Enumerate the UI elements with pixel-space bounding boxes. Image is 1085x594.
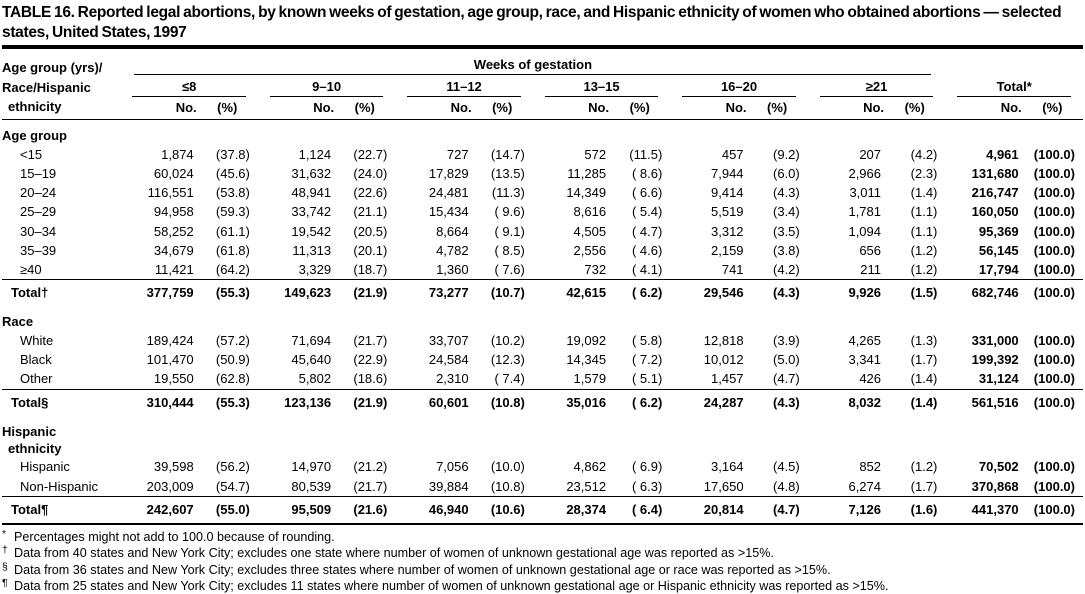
cell-percent: ( 4.1) [631,261,663,277]
header-row-span [2,54,1083,75]
row-label: Other [20,371,53,387]
footnote-text: Data from 36 states and New York City; excludes three states where number of women of unknown gestational age or race was reported as >15%. [14,562,831,577]
cell-percent: (54.7) [215,478,250,494]
table-row [2,457,1083,476]
cell-percent: (50.9) [215,352,250,368]
table-row [2,477,1083,497]
cell-count: 33,707 [428,333,469,349]
cell-percent: ( 6.9) [631,459,663,475]
section-header-row [2,306,1083,331]
row-label: ≥40 [20,261,42,277]
cell-percent: (5.0) [773,352,800,368]
cell-percent: (59.3) [215,204,250,220]
cell-count: 1,579 [573,371,607,387]
cell-percent: (4.7) [747,496,808,524]
cell-count: 426 [859,371,882,387]
cell-percent: (20.1) [353,242,388,258]
cell-percent: (6.0) [773,166,800,182]
row-label: Hispanic [20,459,70,475]
cell-count: 70,502 [978,459,1019,475]
cell-count: 1,874 [161,146,194,162]
cell-count: 60,601 [395,389,471,416]
cell-count: 3,164 [711,459,744,475]
footnote-rounding [2,529,1083,545]
cell-percent: (55.0) [197,496,258,524]
cell-percent: (21.6) [334,496,395,524]
cell-count: 24,287 [670,389,746,416]
cell-count: 94,958 [153,204,194,220]
cell-percent: (100.0) [1033,478,1075,494]
cell-percent: ( 5.1) [631,371,663,387]
cell-percent: (1.4) [884,389,945,416]
pct-column-header: (%) [884,97,945,120]
cell-count: 14,349 [566,185,607,201]
cell-percent: ( 7.4) [494,371,525,387]
cell-percent: (1.6) [884,496,945,524]
cell-percent: (4.7) [773,371,800,387]
cell-count: 46,940 [395,496,471,524]
cell-percent: ( 7.2) [631,352,663,368]
no-column-header: No. [670,97,746,120]
table-row [2,202,1083,221]
cell-percent: (1.2) [910,261,938,277]
cell-percent: (3.9) [773,333,800,349]
group-header-11-12: 11–12 [395,75,532,97]
cell-percent: (100.0) [1033,146,1075,162]
cell-percent: (1.1) [910,223,938,239]
cell-percent: (24.0) [353,166,388,182]
cell-count: 12,818 [703,333,744,349]
cell-count: 116,551 [147,185,194,201]
header-row-groups [2,75,1083,97]
cell-count: 31,124 [978,371,1019,387]
cell-count: 656 [859,242,882,258]
table-title: TABLE 16. Reported legal abortions, by known weeks of gestation, age group, race, and Hispanic ethnicity of women who obtained abortions — selected states, United States, 1997 [2,4,1062,41]
cell-percent: (100.0) [1033,261,1075,277]
cell-percent: ( 6.3) [631,478,663,494]
cell-count: 561,516 [945,389,1021,416]
cell-percent: (1.3) [910,333,938,349]
cell-count: 203,009 [146,478,194,494]
cell-percent: (1.2) [910,242,938,258]
table-row [2,260,1083,280]
cell-percent: ( 8.5) [494,242,525,258]
cell-count: 441,370 [945,496,1021,524]
cell-percent: (3.5) [773,223,800,239]
group-header-total: Total* [945,75,1083,97]
cell-count: 11,313 [292,242,332,258]
section-title [2,120,1083,145]
cell-count: 7,056 [436,459,469,475]
footnote-symbol: * [2,527,7,540]
no-column-header: No. [120,97,196,120]
section-header-row [2,120,1083,145]
cell-count: 216,747 [971,185,1019,201]
pct-column-header: (%) [609,97,670,120]
cell-percent: (4.3) [747,280,808,307]
cell-count: 3,341 [848,352,882,368]
footnote-hispanic-total [2,578,1083,594]
weeks-of-gestation-header [120,54,945,75]
cell-count: 1,360 [436,261,469,277]
no-column-header: No. [258,97,334,120]
cell-count: 2,966 [848,166,882,182]
cell-count: 3,329 [298,261,332,277]
footnote-age-total [2,545,1083,561]
cell-percent: (21.1) [353,204,388,220]
cell-percent: (21.7) [353,333,388,349]
cell-count: 732 [584,261,607,277]
cell-count: 56,145 [978,242,1019,258]
header-row-subcolumns [2,97,1083,120]
cell-count: 207 [859,146,882,162]
cell-count: 123,136 [258,389,334,416]
cell-percent: (22.7) [353,146,388,162]
cell-count: 11,285 [567,166,607,182]
cell-count: 4,961 [986,146,1019,162]
cell-percent: (18.7) [353,261,388,277]
cell-count: 31,632 [291,166,332,182]
total-row [2,280,1083,307]
cell-count: 15,434 [428,204,469,220]
cell-count: 45,640 [291,352,332,368]
cell-count: 29,546 [670,280,746,307]
table-row [2,331,1083,350]
cell-count: 80,539 [291,478,332,494]
cell-count: 8,664 [436,223,469,239]
cell-count: 58,252 [153,223,194,239]
cell-percent: (1.1) [910,204,938,220]
cell-percent: (4.3) [773,185,800,201]
cell-percent: (45.6) [215,166,250,182]
cell-percent: (57.2) [215,333,250,349]
cell-percent: (4.2) [773,261,800,277]
cell-count: 39,598 [153,459,194,475]
row-label: 20–24 [20,185,57,201]
table-row [2,369,1083,389]
cell-count: 23,512 [566,478,607,494]
cell-count: 42,615 [533,280,609,307]
cell-count: 14,345 [566,352,607,368]
pct-column-header: (%) [334,97,395,120]
cell-percent: ( 6.2) [609,280,670,307]
cell-count: 8,616 [573,204,607,220]
cell-count: 9,414 [711,185,744,201]
row-label: White [20,333,54,349]
cell-percent: (21.9) [334,389,395,416]
cell-percent: ( 4.7) [631,223,663,239]
cell-count: 39,884 [428,478,469,494]
cell-percent: (1.2) [910,459,938,475]
cell-count: 34,679 [153,242,194,258]
cell-percent: (1.4) [910,185,938,201]
cell-percent: (64.2) [215,261,250,277]
cell-count: 19,092 [566,333,607,349]
cell-count: 149,623 [258,280,334,307]
footnote-text: Data from 40 states and New York City; excludes one state where number of women of unknown gestational age was reported as >15%. [14,546,774,561]
cell-percent: (20.5) [353,223,388,239]
cell-percent: (100.0) [1022,389,1083,416]
cell-percent: (100.0) [1022,280,1083,307]
table-header [2,54,1083,120]
total-row [2,389,1083,416]
no-column-header: No. [808,97,884,120]
pct-column-header: (%) [472,97,533,120]
cell-count: 1,781 [848,204,882,220]
cell-percent: (100.0) [1022,496,1083,524]
cell-percent: ( 6.4) [609,496,670,524]
cell-count: 199,392 [971,352,1019,368]
cell-count: 17,650 [703,478,744,494]
cell-percent: (9.2) [773,146,800,162]
cell-count: 1,094 [848,223,882,239]
cell-percent: (10.7) [472,280,533,307]
cell-count: 6,274 [848,478,882,494]
cell-percent: ( 5.8) [631,333,663,349]
cell-count: 11,421 [154,261,194,277]
cell-count: 17,794 [978,261,1019,277]
no-column-header: No. [395,97,471,120]
cell-count: 160,050 [971,204,1019,220]
cell-count: 24,481 [428,185,469,201]
cell-count: 370,868 [971,478,1019,494]
cell-percent: (61.8) [215,242,250,258]
cell-count: 5,802 [298,371,332,387]
cell-percent: (10.6) [472,496,533,524]
cell-count: 73,277 [395,280,471,307]
title-rule [2,45,1083,49]
cell-count: 852 [859,459,882,475]
cell-percent: ( 9.1) [494,223,525,239]
cell-percent: (11.5) [629,146,663,162]
section-name-line: Age group [2,128,67,144]
cell-count: 377,759 [120,280,196,307]
cell-count: 95,509 [258,496,334,524]
cell-count: 4,782 [436,242,469,258]
group-header-9-10: 9–10 [258,75,395,97]
total-row [2,496,1083,524]
cell-percent: (11.3) [491,185,525,201]
no-column-header: No. [945,97,1021,120]
table-row [2,145,1083,164]
cell-count: 457 [721,146,744,162]
cell-percent: (100.0) [1033,166,1075,182]
row-label: 35–39 [20,242,57,258]
cell-count: 95,369 [978,223,1019,239]
cell-percent: (21.2) [353,459,388,475]
cell-percent: (1.4) [910,371,938,387]
cell-percent: ( 5.4) [631,204,663,220]
cell-count: 14,970 [291,459,332,475]
table-body [2,120,1083,524]
cell-percent: (10.8) [490,478,525,494]
cell-count: 1,457 [711,371,744,387]
cell-percent: (100.0) [1033,333,1075,349]
cell-percent: (18.6) [353,371,388,387]
cell-count: 4,505 [573,223,607,239]
section-title [2,416,1083,458]
no-column-header: No. [533,97,609,120]
section-title [2,306,1083,331]
cell-percent: (3.4) [773,204,800,220]
cell-percent: (22.9) [353,352,388,368]
cell-percent: (100.0) [1033,371,1075,387]
cell-count: 1,124 [298,146,332,162]
cell-count: 4,862 [573,459,607,475]
cell-percent: ( 7.6) [494,261,525,277]
group-header-16-20: 16–20 [670,75,807,97]
cell-percent: (10.8) [472,389,533,416]
row-label: Total† [2,280,120,307]
cell-percent: (12.3) [490,352,525,368]
cell-count: 331,000 [971,333,1019,349]
cell-count: 35,016 [533,389,609,416]
stub-line-2: Race/Hispanic [2,79,91,95]
pct-column-header: (%) [1022,97,1083,120]
cell-percent: (100.0) [1033,185,1075,201]
section-name-line: ethnicity [8,440,62,456]
footnote-symbol: ¶ [2,577,8,590]
cell-percent: (100.0) [1033,352,1075,368]
cell-count: 101,470 [146,352,194,368]
table-row [2,164,1083,183]
cell-count: 48,941 [291,185,332,201]
cell-count: 211 [860,261,882,277]
footnote-symbol: § [2,560,8,573]
cell-count: 131,680 [971,166,1019,182]
cell-count: 33,742 [291,204,332,220]
cell-count: 17,829 [428,166,469,182]
cell-percent: (62.8) [215,371,250,387]
cell-percent: (4.8) [773,478,800,494]
row-label: Total§ [2,389,120,416]
cell-percent: (4.2) [910,146,938,162]
cell-count: 2,556 [573,242,607,258]
cell-percent: (4.3) [747,389,808,416]
row-label: 30–34 [20,223,57,239]
cell-count: 242,607 [120,496,196,524]
cell-count: 2,159 [711,242,744,258]
row-label: Total¶ [2,496,120,524]
cell-count: 71,694 [291,333,332,349]
footnotes [2,529,1083,594]
group-header-le8: ≤8 [120,75,257,97]
cell-count: 3,312 [711,223,744,239]
cell-percent: (100.0) [1033,459,1075,475]
cell-count: 24,584 [428,352,469,368]
pct-column-header: (%) [197,97,258,120]
footnote-text: Percentages might not add to 100.0 because of rounding. [14,529,335,544]
cell-count: 10,012 [703,352,744,368]
cell-percent: ( 6.6) [631,185,663,201]
cell-count: 8,032 [808,389,884,416]
pct-column-header: (%) [747,97,808,120]
table-row [2,183,1083,202]
cell-percent: (10.2) [490,333,525,349]
cell-percent: (100.0) [1033,242,1075,258]
row-label: Non-Hispanic [20,478,99,494]
cell-percent: (61.1) [215,223,250,239]
cell-percent: (10.0) [490,459,525,475]
cell-percent: (100.0) [1033,223,1075,239]
cell-percent: (1.7) [910,352,938,368]
section-header-row [2,416,1083,458]
row-label: 15–19 [20,166,57,182]
abortions-table [2,54,1083,525]
table-row [2,222,1083,241]
cell-count: 572 [584,146,607,162]
cell-count: 7,126 [808,496,884,524]
cell-percent: ( 6.2) [609,389,670,416]
weeks-of-gestation-label: Weeks of gestation [473,57,593,73]
cell-percent: (100.0) [1033,204,1075,220]
cell-count: 19,550 [153,371,194,387]
cell-percent: ( 9.6) [494,204,525,220]
row-label: Black [20,352,52,368]
cell-percent: (53.8) [215,185,250,201]
cell-percent: (4.5) [773,459,800,475]
cell-count: 5,519 [711,204,744,220]
cell-count: 2,310 [436,371,469,387]
table-row [2,241,1083,260]
cell-count: 20,814 [670,496,746,524]
cell-percent: ( 4.6) [631,242,663,258]
footnote-symbol: † [2,544,8,557]
cell-count: 9,926 [808,280,884,307]
total-header-gap [945,54,1083,75]
section-name-line: Race [2,314,34,330]
cell-percent: (3.8) [773,242,800,258]
section-name-line: Hispanic [2,423,57,439]
cell-count: 19,542 [291,223,332,239]
cell-count: 7,944 [711,166,744,182]
group-header-13-15: 13–15 [533,75,670,97]
cell-percent: (21.7) [353,478,388,494]
stub-header [2,54,120,120]
cell-percent: (1.5) [884,280,945,307]
cell-percent: (56.2) [215,459,250,475]
group-header-ge21: ≥21 [808,75,946,97]
cell-count: 310,444 [120,389,196,416]
cell-count: 682,746 [945,280,1021,307]
row-label: 25–29 [20,204,57,220]
cell-percent: (55.3) [197,280,258,307]
cell-percent: (2.3) [910,166,938,182]
cell-percent: (13.5) [490,166,525,182]
cell-percent: (55.3) [197,389,258,416]
stub-line-3: ethnicity [8,99,62,115]
cell-count: 3,011 [849,185,882,201]
cell-percent: (37.8) [215,146,250,162]
cell-percent: (22.6) [353,185,388,201]
cell-count: 727 [446,146,469,162]
cell-percent: (14.7) [490,146,525,162]
cell-count: 741 [721,261,744,277]
cell-count: 4,265 [848,333,882,349]
cell-percent: ( 8.6) [631,166,663,182]
cell-count: 189,424 [146,333,194,349]
stub-line-1: Age group (yrs)/ [2,60,103,76]
cell-percent: (21.9) [334,280,395,307]
footnote-race-total [2,562,1083,578]
cell-count: 60,024 [153,166,194,182]
cell-percent: (1.7) [910,478,938,494]
cell-count: 28,374 [533,496,609,524]
row-label: <15 [20,146,43,162]
table-row [2,350,1083,369]
footnote-text: Data from 25 states and New York City; excludes 11 states where number of women of unknown gestational age or Hispanic ethnicity was reported as >15%. [14,579,889,594]
